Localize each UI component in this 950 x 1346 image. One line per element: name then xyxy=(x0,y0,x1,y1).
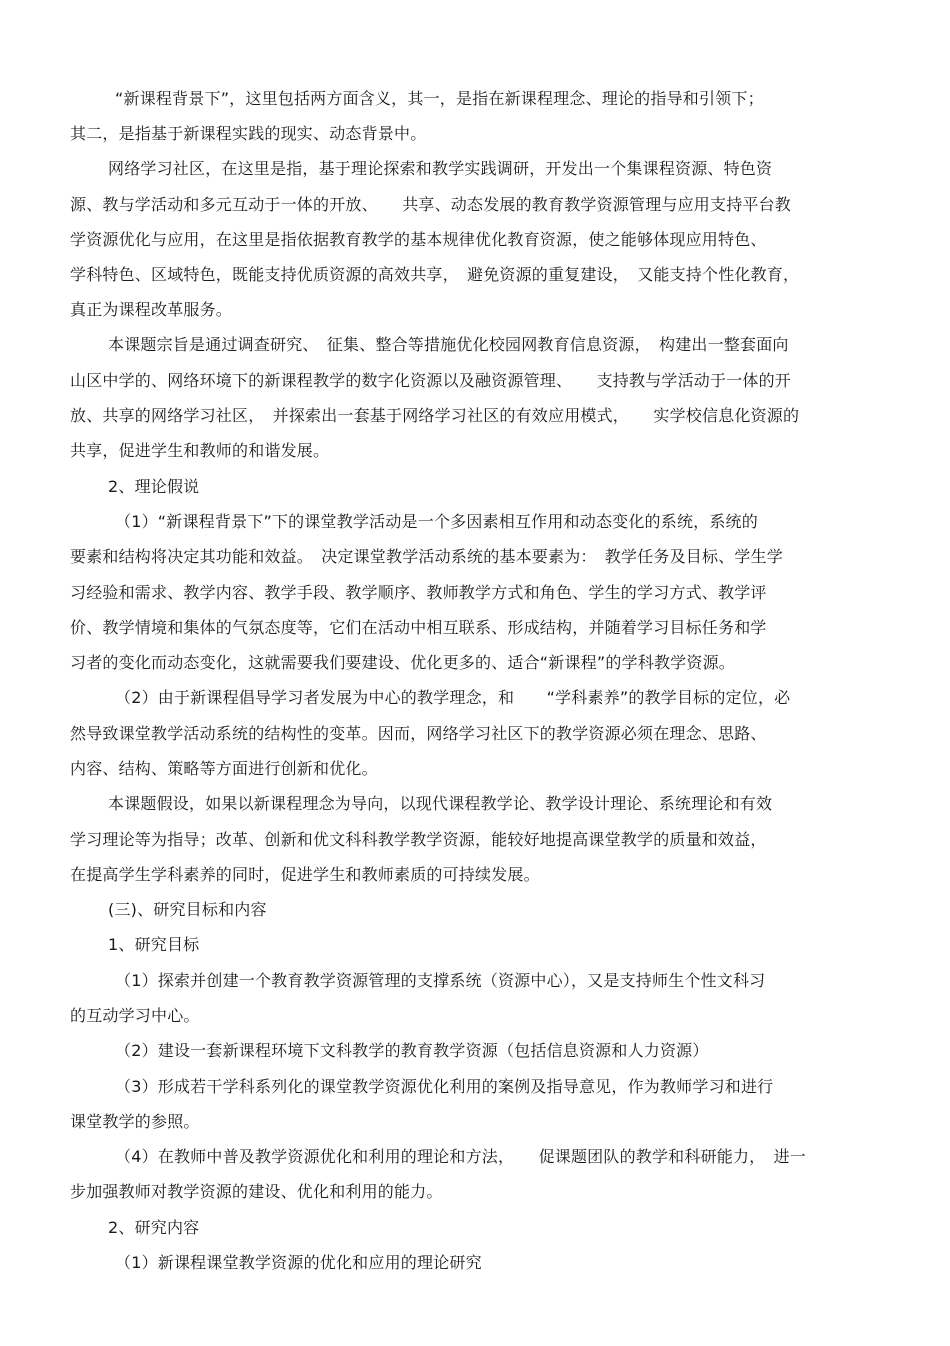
text-line: 在提高学生学科素养的同时，促进学生和教师素质的可持续发展。 xyxy=(70,865,540,884)
text-line: 步加强教师对教学资源的建设、优化和利用的能力。 xyxy=(70,1182,443,1201)
text-line: （2）建设一套新课程环境下文科教学的教育教学资源（包括信息资源和人力资源） xyxy=(115,1041,709,1060)
text-line: 网络学习社区，在这里是指，基于理论探索和教学实践调研，开发出一个集课程资源、特色资 xyxy=(108,159,773,178)
text-line: （1）新课程课堂教学资源的优化和应用的理论研究 xyxy=(115,1253,482,1272)
text-line: “新课程背景下”，这里包括两方面含义，其一，是指在新课程理念、理论的指导和引领下； xyxy=(115,89,764,108)
section-heading: (三)、研究目标和内容 xyxy=(108,900,267,919)
text-line: 内容、结构、策略等方面进行创新和优化。 xyxy=(70,759,378,778)
text-line: 习者的变化而动态变化，这就需要我们要建设、优化更多的、适合“新课程”的学科教学资源。 xyxy=(70,653,735,672)
text-line: 学习理论等为指导；改革、创新和优文科科教学教学资源，能较好地提高课堂教学的质量和效益， xyxy=(70,830,767,849)
text-line: 的互动学习中心。 xyxy=(70,1006,200,1025)
text-line: （4）在教师中普及教学资源优化和利用的理论和方法， 促课题团队的教学和科研能力， 进一 xyxy=(115,1147,806,1166)
text-line: 本课题假设，如果以新课程理念为导向，以现代课程教学论、教学设计理论、系统理论和有效 xyxy=(108,794,773,813)
text-line: 源、教与学活动和多元互动于一体的开放、 共享、动态发展的教育教学资源管理与应用支持平台教 xyxy=(70,195,792,214)
section-heading: 2、理论假说 xyxy=(108,477,200,496)
text-line: （1）探索并创建一个教育教学资源管理的支撑系统（资源中心），又是支持师生个性文科习 xyxy=(115,971,766,990)
text-line: 价、教学情境和集体的气氛态度等，它们在活动中相互联系、形成结构，并随着学习目标任务和学 xyxy=(70,618,767,637)
text-line: （1）“新课程背景下”下的课堂教学活动是一个多因素相互作用和动态变化的系统，系统的 xyxy=(115,512,758,531)
text-line: 其二，是指基于新课程实践的现实、动态背景中。 xyxy=(70,124,427,143)
text-line: 放、共享的网络学习社区， 并探索出一套基于网络学习社区的有效应用模式， 实学校信息化资源的 xyxy=(70,406,800,425)
text-line: 要素和结构将决定其功能和效益。 决定课堂教学活动系统的基本要素为： 教学任务及目标、学生学 xyxy=(70,547,784,566)
text-line: （2）由于新课程倡导学习者发展为中心的教学理念，和 “学科素养”的教学目标的定位，必 xyxy=(115,688,791,707)
text-line: 课堂教学的参照。 xyxy=(70,1112,200,1131)
text-line: 习经验和需求、教学内容、教学手段、教学顺序、教师教学方式和角色、学生的学习方式、教学评 xyxy=(70,583,767,602)
text-line: 共享，促进学生和教师的和谐发展。 xyxy=(70,441,330,460)
section-heading: 1、研究目标 xyxy=(108,935,200,954)
text-line: 学资源优化与应用，在这里是指依据教育教学的基本规律优化教育资源，使之能够体现应用特色、 xyxy=(70,230,767,249)
text-line: 山区中学的、网络环境下的新课程教学的数字化资源以及融资源管理、 支持教与学活动于一体的开 xyxy=(70,371,792,390)
text-line: 学科特色、区域特色，既能支持优质资源的高效共享， 避免资源的重复建设， 又能支持个性化教育， xyxy=(70,265,800,284)
section-heading: 2、研究内容 xyxy=(108,1218,200,1237)
text-line: （3）形成若干学科系列化的课堂教学资源优化利用的案例及指导意见，作为教师学习和进行 xyxy=(115,1077,774,1096)
text-line: 然导致课堂教学活动系统的结构性的变革。因而，网络学习社区下的教学资源必须在理念、思路、 xyxy=(70,724,767,743)
text-line: 本课题宗旨是通过调查研究、 征集、整合等措施优化校园网教育信息资源， 构建出一整套面向 xyxy=(108,335,789,354)
text-line: 真正为课程改革服务。 xyxy=(70,300,233,319)
